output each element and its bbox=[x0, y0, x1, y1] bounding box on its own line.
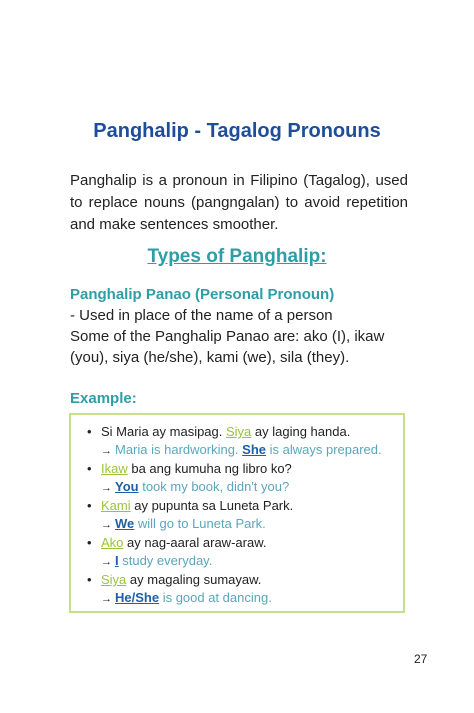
example-item bbox=[85, 571, 395, 608]
english-translation bbox=[101, 441, 395, 460]
tagalog-text: ay laging handa. bbox=[251, 424, 351, 439]
page-number: 27 bbox=[414, 652, 428, 666]
bullet-icon: • bbox=[87, 535, 92, 550]
bullet-icon: • bbox=[87, 498, 92, 513]
example-item bbox=[85, 534, 395, 571]
description-line: - Used in place of the name of a person bbox=[70, 307, 333, 324]
example-item bbox=[85, 460, 395, 497]
pronoun-highlight: Ikaw bbox=[101, 461, 128, 476]
pronoun-highlight: Siya bbox=[101, 572, 127, 587]
arrow-right-icon: → bbox=[101, 556, 112, 568]
tagalog-text: ay magaling sumayaw. bbox=[126, 572, 262, 587]
description-line: (you), siya (he/she), kami (we), sila (they). bbox=[70, 349, 350, 366]
english-pronoun: She bbox=[242, 442, 266, 457]
english-pronoun: We bbox=[115, 516, 135, 531]
bullet-icon: • bbox=[87, 461, 92, 476]
pronoun-highlight: Siya bbox=[226, 424, 252, 439]
types-heading bbox=[0, 246, 474, 268]
tagalog-text: Si Maria ay masipag. bbox=[101, 424, 226, 439]
arrow-right-icon: → bbox=[101, 482, 112, 494]
examples-box bbox=[69, 413, 405, 613]
tagalog-sentence bbox=[101, 460, 395, 478]
english-translation bbox=[101, 515, 395, 534]
example-label: Example: bbox=[70, 390, 137, 407]
english-text: is always prepared. bbox=[266, 442, 382, 457]
bullet-icon: • bbox=[87, 424, 92, 439]
page-title: Panghalip - Tagalog Pronouns bbox=[93, 120, 381, 142]
types-heading-text: Types of Panghalip: bbox=[147, 246, 327, 267]
arrow-right-icon: → bbox=[101, 519, 112, 531]
english-text: Maria is hardworking. bbox=[115, 442, 243, 457]
tagalog-text: ba ang kumuha ng libro ko? bbox=[127, 461, 292, 476]
tagalog-text: ay pupunta sa Luneta Park. bbox=[130, 498, 294, 513]
tagalog-sentence bbox=[101, 497, 395, 515]
arrow-right-icon: → bbox=[101, 445, 112, 457]
english-pronoun: He/She bbox=[115, 590, 160, 605]
english-text: study everyday. bbox=[118, 553, 213, 568]
english-text: will go to Luneta Park. bbox=[134, 516, 266, 531]
tagalog-sentence bbox=[101, 534, 395, 552]
intro-paragraph: Panghalip is a pronoun in Filipino (Tagalog), used to replace nouns (pangngalan) to avoid repetition and make sentences smoother. bbox=[70, 172, 408, 233]
example-item bbox=[85, 423, 395, 460]
english-translation bbox=[101, 478, 395, 497]
tagalog-text: ay nag-aaral araw-araw. bbox=[123, 535, 267, 550]
english-text: took my book, didn't you? bbox=[138, 479, 290, 494]
tagalog-sentence bbox=[101, 571, 395, 589]
english-translation bbox=[101, 589, 395, 608]
bullet-icon: • bbox=[87, 572, 92, 587]
pronoun-highlight: Kami bbox=[101, 498, 131, 513]
pronoun-highlight: Ako bbox=[101, 535, 124, 550]
example-item bbox=[85, 497, 395, 534]
arrow-right-icon: → bbox=[101, 593, 112, 605]
english-pronoun: I bbox=[115, 553, 119, 568]
description bbox=[70, 305, 410, 368]
english-translation bbox=[101, 552, 395, 571]
tagalog-sentence bbox=[101, 423, 395, 441]
examples-list bbox=[85, 423, 395, 608]
english-text: is good at dancing. bbox=[159, 590, 272, 605]
english-pronoun: You bbox=[115, 479, 139, 494]
subheading: Panghalip Panao (Personal Pronoun) bbox=[70, 286, 335, 303]
description-line: Some of the Panghalip Panao are: ako (I), ikaw bbox=[70, 328, 385, 345]
